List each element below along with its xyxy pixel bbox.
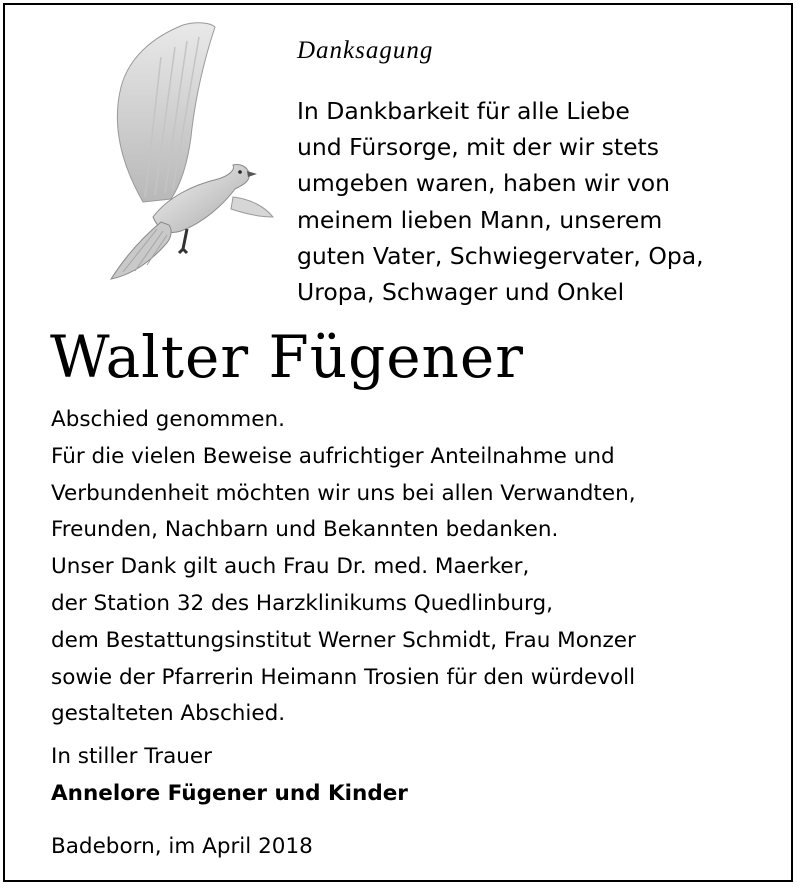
signers: Annelore Fügener und Kinder <box>51 781 408 806</box>
intro-line: umgeben waren, haben wir von <box>297 169 671 198</box>
intro-line: guten Vater, Schwiegervater, Opa, <box>297 241 704 270</box>
body-line: dem Bestattungsinstitut Werner Schmidt, Frau Monzer <box>51 627 636 653</box>
body-line: der Station 32 des Harzklinikums Quedlinburg, <box>51 590 553 616</box>
body-line: Verbundenheit möchten wir uns bei allen Verwandten, <box>51 480 636 506</box>
body-line: Freunden, Nachbarn und Bekannten bedanken. <box>51 517 559 543</box>
intro-line: Uropa, Schwager und Onkel <box>297 278 625 307</box>
body-text <box>51 402 636 733</box>
place-date: Badeborn, im April 2018 <box>51 834 313 859</box>
body-line: Abschied genommen. <box>51 407 285 432</box>
intro-line: meinem lieben Mann, unserem <box>297 205 663 234</box>
dove-image <box>83 17 283 297</box>
notice-heading: Danksagung <box>297 37 434 64</box>
intro-text <box>297 93 704 310</box>
signoff <box>51 738 408 812</box>
mourning-line: In stiller Trauer <box>51 744 212 769</box>
intro-line: und Fürsorge, mit der wir stets <box>297 133 660 162</box>
body-line: Für die vielen Beweise aufrichtiger Anteilnahme und <box>51 443 615 469</box>
deceased-name: Walter Fügener <box>50 323 524 391</box>
obituary-notice <box>3 3 793 882</box>
body-line: sowie der Pfarrerin Heimann Trosien für den würdevoll <box>51 664 636 690</box>
body-line: gestalteten Abschied. <box>51 701 286 727</box>
intro-line: In Dankbarkeit für alle Liebe <box>297 97 630 125</box>
body-line: Unser Dank gilt auch Frau Dr. med. Maerker, <box>51 554 530 580</box>
